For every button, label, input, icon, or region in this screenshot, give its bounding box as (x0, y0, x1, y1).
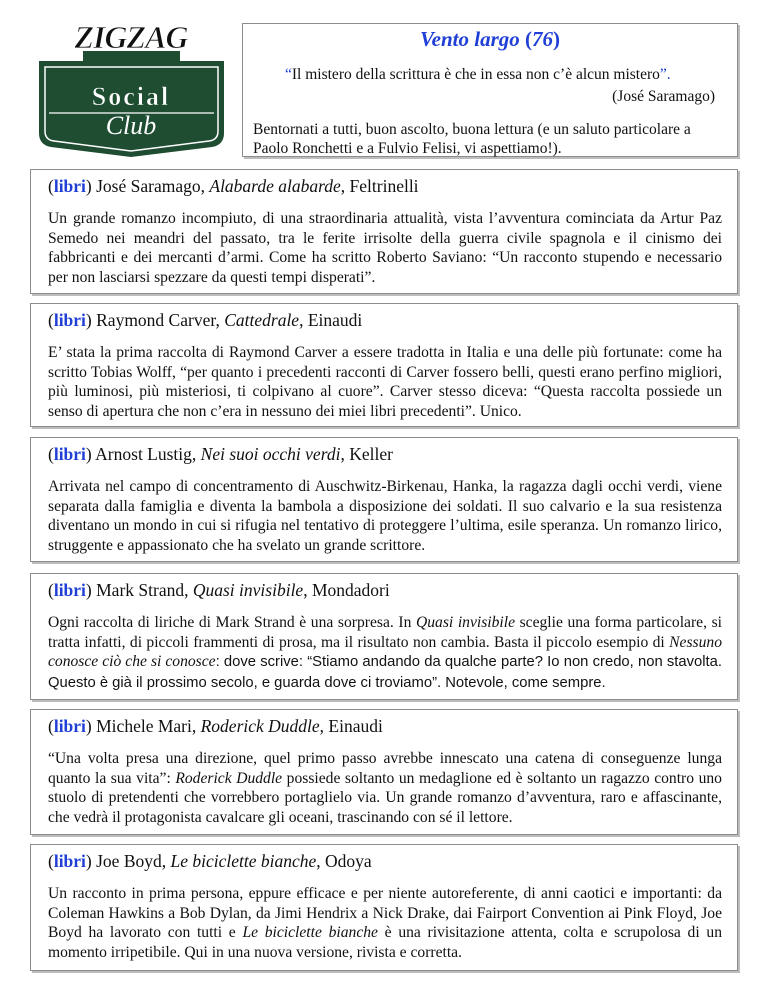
entry-heading: (libri) Michele Mari, Roderick Duddle, Einaudi (48, 716, 383, 736)
entry-heading: (libri) Mark Strand, Quasi invisibile, Mondadori (48, 580, 390, 600)
quote-text: Il mistero della scrittura è che in essa non c’è alcun mistero (291, 66, 660, 83)
entry-lustig (30, 437, 738, 562)
entry-heading: (libri) Raymond Carver, Cattedrale, Einaudi (48, 310, 363, 330)
category-tag: libri (53, 580, 86, 600)
book-title: Cattedrale (224, 310, 300, 330)
logo-line2: Club (105, 111, 157, 140)
page-title (243, 27, 737, 52)
category-tag: libri (53, 310, 86, 330)
entry-carver (30, 303, 738, 427)
entry-saramago (30, 169, 738, 294)
entry-mari (30, 709, 738, 835)
header-box (242, 23, 738, 157)
book-title: Nei suoi occhi verdi (200, 444, 341, 464)
logo-line1: Social (91, 82, 171, 111)
title-text: Vento largo (419, 27, 520, 51)
category-tag: libri (53, 716, 86, 736)
book-title: Le biciclette bianche (170, 851, 317, 871)
category-tag: libri (53, 851, 86, 871)
entry-body: E’ stata la prima raccolta di Raymond Carver a essere tradotta in Italia e una delle più fortunate: come ha scritto Tobias Wolff, “per quanto i precedenti racconti di Carver fossero belli, questi erano perfino migliori, più luminosi, più misteriosi, ti colpivano al cuore”. Carver stesso diceva: “Questa raccolta possiede un senso di apertura che non c’era in nessuno dei miei libri precedenti”. Unico. (48, 344, 722, 420)
entry-boyd (30, 844, 738, 971)
entry-body: Un racconto in prima persona, eppure efficace e per niente autoreferente, di anni caotici e importanti: da Coleman Hawkins a Bob Dylan, da Jimi Hendrix a Nick Drake, dai Fairport Convention ai Pink Floyd, Joe Boyd ha lavorato con tutti e Le biciclette bianche è una rivisitazione attenta, colta e scrupolosa di un momento irripetibile. Qui in una nuova versione, rivista e corretta. (48, 885, 722, 961)
entry-heading: (libri) Arnost Lustig, Nei suoi occhi verdi, Keller (48, 444, 393, 464)
welcome-text: Bentornati a tutti, buon ascolto, buona lettura (e un saluto particolare a Paolo Ronchetti e a Fulvio Felisi, vi aspettiamo!). (253, 121, 691, 157)
entry-body: “Una volta presa una direzione, quel primo passo avrebbe innescato una catena di conseguenze lunga quanto la sua vita”: Roderick Duddle possiede soltanto un medaglione ed è soltanto un ragazzo contro uno stuolo di pretendenti che vorrebbero portaglielo via. Un grande romanzo d’avventura, raro e affascinante, che vedrà il protagonista cavalcare gli oceani, trascinando con sé il lettore. (48, 750, 722, 826)
issue-number: (76) (525, 27, 561, 51)
zigzag-social-club-logo (31, 21, 232, 159)
entry-heading: (libri) José Saramago, Alabarde alabarde, Feltrinelli (48, 176, 419, 196)
entry-heading: (libri) Joe Boyd, Le biciclette bianche, Odoya (48, 851, 372, 871)
entry-body: Arrivata nel campo di concentramento di Auschwitz-Birkenau, Hanka, la ragazza dagli occhi verdi, viene separata dalla famiglia e diventa la bambola a disposizione dei soldati. Il suo calvario e la sua resistenza diventano un mondo in cui si rifugia nel tentativo di proteggere l’ultima, esile speranza. Un romanzo lirico, struggente e appassionato che ha svelato un grande scrittore. (48, 478, 722, 554)
book-title: Roderick Duddle (200, 716, 320, 736)
quote-author: (José Saramago) (612, 88, 715, 105)
quote: “Il mistero della scrittura è che in essa non c’è alcun mistero”. (285, 66, 671, 83)
entry-strand (30, 573, 738, 700)
category-tag: libri (53, 176, 86, 196)
entry-body: Un grande romanzo incompiuto, di una straordinaria attualità, vista l’avventura cominciata da Artur Paz Semedo nei meandri del passato, tra le ferite irrisolte della guerra civile spagnola e il cinismo dei fabbricanti e dei mercanti d’armi. Come ha scritto Roberto Saviano: “Un racconto stupendo e necessario per non lasciarsi spezzare da questi tempi disperati”. (48, 210, 722, 286)
logo-top-text: ZIGZAG (74, 21, 188, 55)
category-tag: libri (53, 444, 86, 464)
logo-graphic (31, 21, 232, 159)
book-title: Quasi invisibile (192, 580, 304, 600)
book-title: Alabarde alabarde (209, 176, 341, 196)
entry-body: Ogni raccolta di liriche di Mark Strand è una sorpresa. In Quasi invisibile sceglie una forma particolare, si tratta infatti, di piccoli frammenti di prosa, ma il risultato non cambia. Basta il piccolo esempio di Nessuno conosce ciò che si conosce: dove scrive: “Stiamo andando da qualche parte? Io non credo, non stavolta. Questo è già il prossimo secolo, e guarda dove ci troviamo”. Notevole, come sempre. (48, 614, 723, 691)
